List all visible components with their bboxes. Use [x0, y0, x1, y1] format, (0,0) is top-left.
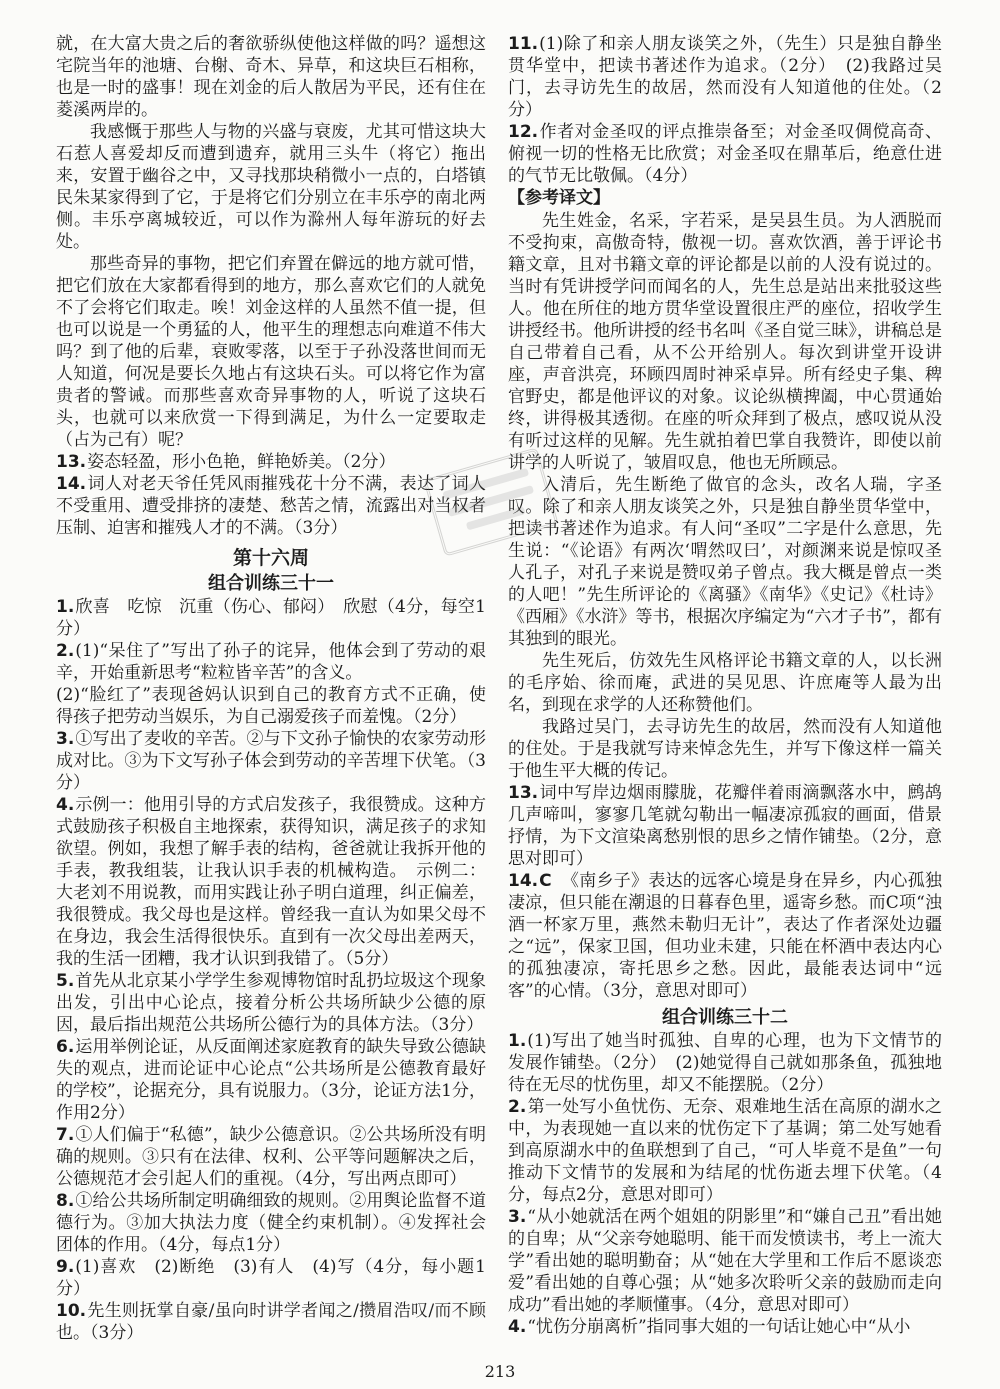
answer-10 — [56, 1300, 486, 1344]
answer-text: (1)喜欢 (2)断绝 (3)有人 (4)写（4分，每小题1分） — [56, 1257, 486, 1299]
answer-5 — [56, 970, 486, 1036]
question-number: 1. — [56, 597, 75, 617]
reference-translation-heading: 【参考译文】 — [508, 188, 610, 208]
answer-text: 欣喜 吃惊 沉重（伤心、郁闷） 欣慰（4分，每空1分） — [56, 597, 486, 639]
question-number: 11. — [508, 34, 539, 54]
translation-paragraph: 就，在大富大贵之后的奢欲骄纵使他这样做的吗？遥想这宅院当年的池塘、台榭、奇木、异草，和这块巨石相称，也是一时的盛事！现在刘金的后人散居为平民，还有住在菱溪两岸的。 — [56, 34, 486, 120]
answer-1 — [508, 1030, 942, 1096]
answer-text: 《南乡子》表达的远客心境是身在异乡，内心孤独凄凉，但只能在潮退的日暮春色里，遥寄乡愁。而C项“浊酒一杯家万里，燕然未勒归无计”，表达了作者深处边疆之“远”，保家卫国，但功业未建，只能在杯酒中表达内心的孤独凄凉，寄托思乡之愁。因此，最能表达词中“远客”的心情。（3分，意思对即可） — [508, 871, 942, 1001]
answer-text: 示例一：他用引导的方式启发孩子，我很赞成。这种方式鼓励孩子积极自主地探索，获得知识，满足孩子的求知欲望。例如，我想了解手表的结构，爸爸就让我拆开他的手表，教我组装，让我认识手表的机械构造。 示例二：大老刘不用说教，而用实践让孙子明白道理，纠正偏差，我很赞成。我父母也是这样。曾经我一直认为如果父母不在身边，我会生活得很快乐。直到有一次父母出差两天，我的生活一团糟，我才认识到我错了。（5分） — [56, 795, 486, 969]
question-number: 9. — [56, 1257, 75, 1277]
question-number: 2. — [508, 1097, 527, 1117]
left-column — [56, 33, 486, 1344]
answer-13 — [56, 451, 486, 473]
question-number: 2. — [56, 641, 75, 661]
answer-11 — [508, 33, 942, 121]
answer-text: 词人对老天爷任凭风雨摧残花十分不满，表达了词人不受重用、遭受排挤的凄楚、愁苦之情，流露出对当权者压制、迫害和摧残人才的不满。（3分） — [56, 474, 486, 538]
question-number: 7. — [56, 1125, 75, 1145]
question-number: 14. — [508, 871, 539, 891]
answer-9 — [56, 1256, 486, 1300]
answer-3 — [56, 728, 486, 794]
answer-text: “忧伤分崩离析”指同事大姐的一句话让她心中“从小 — [527, 1317, 911, 1337]
answer-text: 词中写岸边烟雨朦胧，花瓣伴着雨滴飘落水中，鹧鸪几声啼叫，寥寥几笔就勾勒出一幅凄凉孤寂的画面，借景抒情，为下文渲染离愁别恨的思乡之情作铺垫。（2分，意思对即可） — [508, 783, 942, 869]
translation-paragraph: 入清后，先生断绝了做官的念头，改名人瑞，字圣叹。除了和亲人朋友谈笑之外，只是独自静坐贯华堂中，把读书著述作为追求。有人问“圣叹”二字是什么意思，先生说：“《论语》有两次‘喟然叹曰’，对颜渊来说是惊叹圣人孔子，对孔子来说是赞叹弟子曾点。我大概是曾点一类的人吧！”先生所评论的《离骚》《南华》《史记》《杜诗》《西厢》《水浒》等书，根据次序编定为“六才子书”，都有其独到的眼光。 — [508, 475, 942, 649]
answer-text: (1)写出了她当时孤独、自卑的心理，也为下文情节的发展作铺垫。（2分） (2)她觉得自己就如那条鱼，孤独地待在无尽的忧伤里，却又不能摆脱。（2分） — [508, 1031, 942, 1095]
answer-7 — [56, 1124, 486, 1190]
question-number: 8. — [56, 1191, 75, 1211]
answer-text: (1)“呆住了”写出了孙子的诧异，他体会到了劳动的艰辛，开始重新思考“粒粒皆辛苦”的含义。 — [56, 641, 486, 683]
page-number: 213 — [484, 1362, 516, 1381]
answer-2 — [508, 1096, 942, 1206]
translation-paragraph: 先生姓金，名采，字若采，是吴县生员。为人洒脱而不受拘束，高傲奇特，傲视一切。喜欢饮酒，善于评论书籍文章，且对书籍文章的评论都是以前的人没有说过的。当时有凭讲授学问而闻名的人，先生总是站出来批驳这些人。他在所住的地方贯华堂设置很庄严的座位，招收学生讲授经书。他所讲授的经书名叫《圣自觉三昧》，讲稿总是自己带着自己看，从不公开给别人。每次到讲堂开设讲座，声音洪亮，环顾四周时神采卓异。所有经史子集、稗官野史，都是他评议的对象。议论纵横捭阖，中心贯通始终，讲得极其透彻。在座的听众拜到了极点，感叹说从没有听过这样的见解。先生就拍着巴掌自我赞许，即使以前讲学的人听说了，皱眉叹息，他也无所顾忌。 — [508, 211, 942, 473]
question-number: 4. — [56, 795, 75, 815]
question-number: 12. — [508, 122, 539, 142]
question-number: 14. — [56, 474, 87, 494]
question-number: 3. — [508, 1207, 527, 1227]
translation-paragraph: 我感慨于那些人与物的兴盛与衰废，尤其可惜这块大石惹人喜爱却反而遭到遗弃，就用三头牛（将它）拖出来，安置于幽谷之中，又寻找那块稍微小一点的，白塔镇民朱某家得到了它，于是将它们分别立在丰乐亭的南北两侧。丰乐亭离城较近，可以作为滁州人每年游玩的好去处。 — [56, 122, 486, 252]
answer-text: ①人们偏于“私德”，缺少公德意识。②公共场所没有明确的规则。③只有在法律、权利、公平等问题解决之后，公德规范才会引起人们的重视。（4分，写出两点即可） — [56, 1125, 486, 1189]
answer-13 — [508, 782, 942, 870]
answer-text: 首先从北京某小学学生参观博物馆时乱扔垃圾这个现象出发，引出中心论点，接着分析公共场所缺少公德的原因，最后指出规范公共场所公德行为的具体方法。（3分） — [56, 971, 486, 1035]
answer-6 — [56, 1036, 486, 1124]
answer-8 — [56, 1190, 486, 1256]
question-number: 4. — [508, 1317, 527, 1337]
question-number: 6. — [56, 1037, 75, 1057]
answer-3 — [508, 1206, 942, 1316]
answer-14 — [508, 870, 942, 1002]
question-number: 3. — [56, 729, 75, 749]
question-number: 10. — [56, 1301, 87, 1321]
answer-text: 第一处写小鱼忧伤、无奈、艰难地生活在高原的湖水之中，为表现她一直以来的忧伤定下了基调；第二处写她看到高原湖水中的鱼联想到了自己，“可人毕竟不是鱼”一句推动下文情节的发展和为结尾的忧伤逝去埋下伏笔。（4分，每点2分，意思对即可） — [508, 1097, 942, 1205]
answer-text: “从小她就活在两个姐姐的阴影里”和“嫌自己丑”看出她的自卑；从“父亲夸她聪明、能干而发愤读书，考上一流大学”看出她的聪明勤奋；从“她在大学里和工作后不愿谈恋爱”看出她的自尊心强；从“她多次聆听父亲的鼓励而走向成功”看出她的孝顺懂事。（4分，意思对即可） — [508, 1207, 942, 1315]
section-title-32: 组合训练三十二 — [662, 1007, 788, 1028]
answer-text: (1)除了和亲人朋友谈笑之外，（先生）只是独自静坐贯华堂中，把读书著述作为追求。（2分） (2)我路过吴门，去寻访先生的故居，然而没有人知道他的住处。（2分） — [508, 34, 942, 120]
answer-14 — [56, 473, 486, 539]
right-column — [508, 33, 942, 1338]
translation-paragraph: 先生死后，仿效先生风格评论书籍文章的人，以长洲的毛序始、徐而庵，武进的吴见思、许庶庵等人最为出名，到现在求学的人还称赞他们。 — [508, 651, 942, 715]
answer-2-part-2: (2)“脸红了”表现爸妈认识到自己的教育方式不正确，使得孩子把劳动当娱乐，为自己溺爱孩子而羞愧。（2分） — [56, 685, 486, 727]
section-title-31: 组合训练三十一 — [208, 573, 334, 594]
answer-text: ①写出了麦收的辛苦。②与下文孙子愉快的农家劳动形成对比。③为下文写孙子体会到劳动的辛苦埋下伏笔。（3分） — [56, 729, 486, 793]
answer-text: 姿态轻盈，形小色艳，鲜艳娇美。（2分） — [87, 452, 396, 472]
week-title: 第十六周 — [232, 547, 309, 569]
question-number: 5. — [56, 971, 75, 991]
answer-4 — [56, 794, 486, 970]
answer-4 — [508, 1316, 942, 1338]
answer-text: 先生则抚掌自豪/虽向时讲学者闻之/攒眉浩叹/而不顾也。（3分） — [56, 1301, 486, 1343]
answer-1 — [56, 596, 486, 640]
question-number: 13. — [508, 783, 539, 803]
answer-12 — [508, 121, 942, 187]
answer-2 — [56, 640, 486, 684]
answer-text: 运用举例论证，从反面阐述家庭教育的缺失导致公德缺失的观点，进而论证中心论点“公共场所是公德教育最好的学校”，论据充分，具有说服力。（3分，论证方法1分，作用2分） — [56, 1037, 486, 1123]
question-number: 13. — [56, 452, 87, 472]
translation-paragraph: 我路过吴门，去寻访先生的故居，然而没有人知道他的住处。于是我就写诗来悼念先生，并写下像这样一篇关于他生平大概的传记。 — [508, 717, 942, 781]
answer-text: ①给公共场所制定明确细致的规则。②用舆论监督不道德行为。③加大执法力度（健全约束机制）。④发挥社会团体的作用。（4分，每点1分） — [56, 1191, 486, 1255]
translation-paragraph: 那些奇异的事物，把它们弃置在僻远的地方就可惜，把它们放在大家都看得到的地方，那么喜欢它们的人就免不了会将它们取走。唉！刘金这样的人虽然不值一提，但也可以说是一个勇猛的人，他平生的理想志向难道不伟大吗？到了他的后辈，衰败零落，以至于子孙没落世间而无人知道，何况是要长久地占有这块石头。可以将它作为富贵者的警诫。而那些喜欢奇异事物的人，听说了这块石头，也就可以来欣赏一下得到满足，为什么一定要取走（占为己有）呢？ — [56, 254, 486, 450]
answer-text: 作者对金圣叹的评点推崇备至；对金圣叹倜傥高奇、俯视一切的性格无比欣赏；对金圣叹在鼎革后，绝意仕进的气节无比敬佩。（4分） — [508, 122, 942, 186]
question-number: 1. — [508, 1031, 527, 1051]
answer-choice: C — [539, 871, 552, 891]
